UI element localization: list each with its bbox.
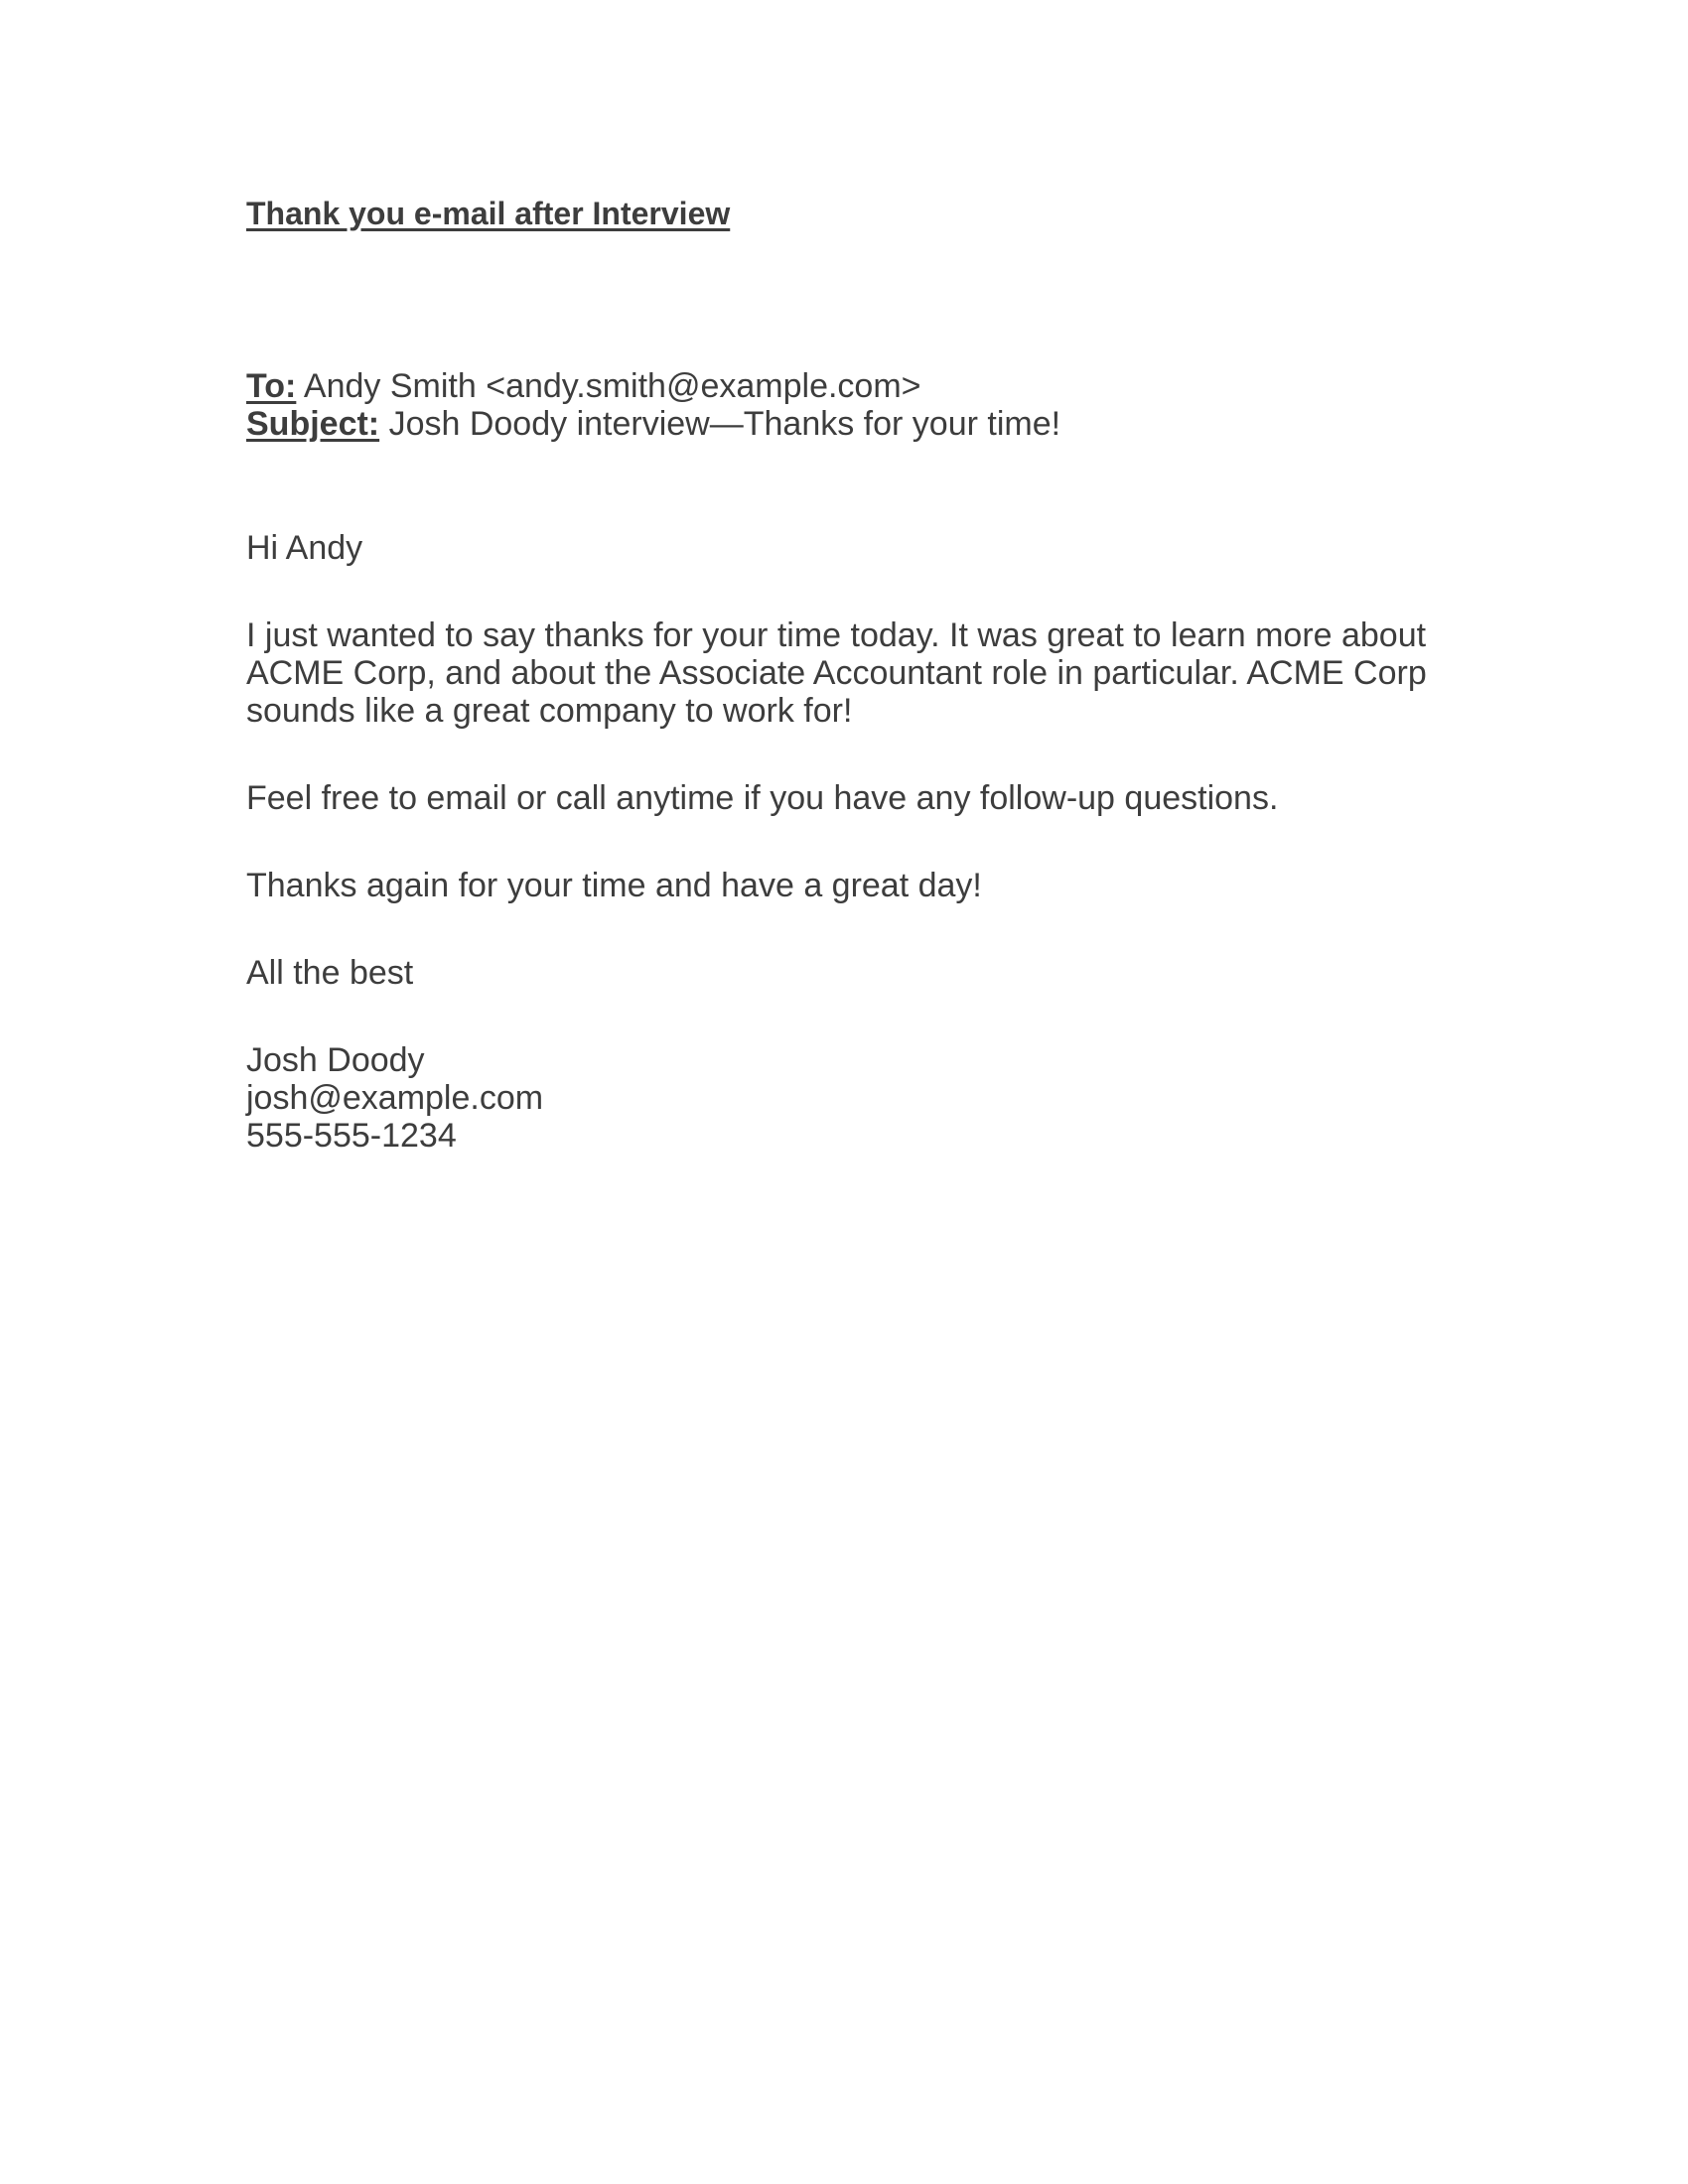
greeting: Hi Andy [246, 529, 363, 567]
signature-email: josh@example.com [246, 1079, 544, 1117]
body-paragraph-follow-up: Feel free to email or call anytime if you have any follow-up questions. [246, 779, 1279, 817]
to-value: Andy Smith <andy.smith@example.com> [303, 367, 921, 405]
body-paragraph-thanks: I just wanted to say thanks for your time today. It was great to learn more about ACME Corp, and about the Associate Accountant role in particular. ACME Corp sounds like a great company to work for! [246, 616, 1427, 730]
document-title: Thank you e-mail after Interview [246, 196, 731, 231]
email-header [246, 367, 1477, 443]
document-content [246, 195, 1477, 1155]
to-line [246, 367, 1477, 405]
subject-value: Josh Doody interview—Thanks for your time! [388, 405, 1061, 443]
subject-label: Subject: [246, 405, 380, 443]
to-label: To: [246, 367, 297, 405]
signature-block [246, 1041, 1477, 1155]
subject-line [246, 405, 1477, 443]
signature-name: Josh Doody [246, 1041, 425, 1079]
signature-phone: 555-555-1234 [246, 1117, 457, 1155]
body-paragraph-closing: Thanks again for your time and have a great day! [246, 867, 982, 904]
sign-off: All the best [246, 954, 414, 992]
